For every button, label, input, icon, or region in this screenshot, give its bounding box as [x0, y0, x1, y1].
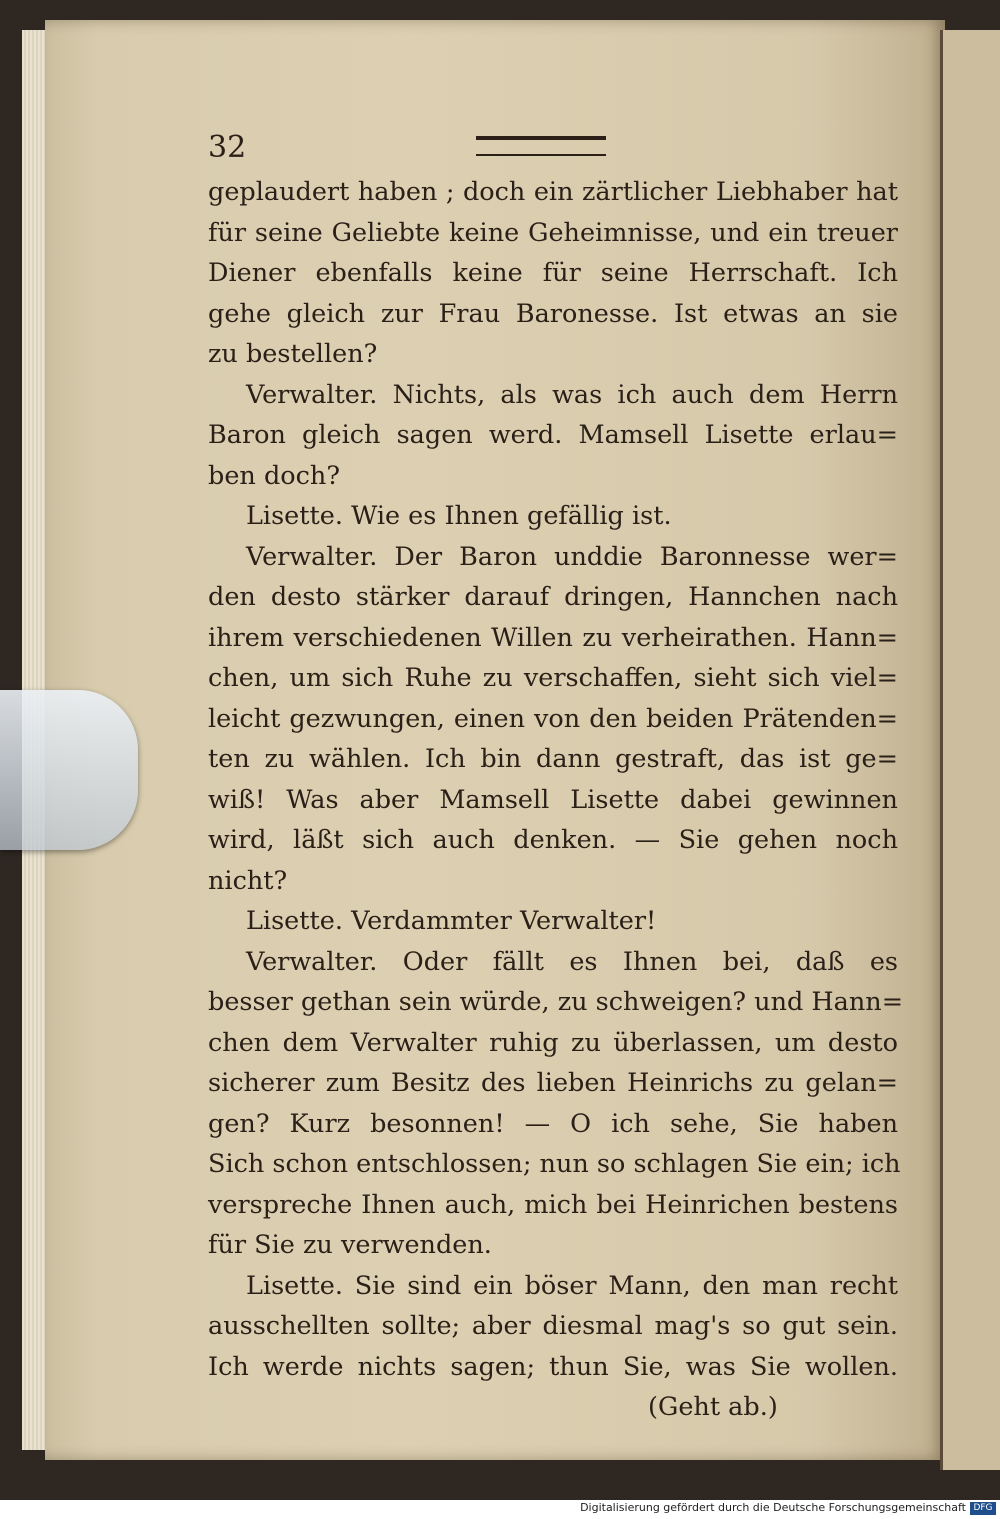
- body-text: [208, 172, 904, 1428]
- text-line: sicherer zum Besitz des lieben Heinrichs zu gelan=: [208, 1068, 898, 1098]
- text-line: Sich schon entschlossen; nun so schlagen Sie ein; ich: [208, 1149, 901, 1179]
- text-line: wird, läßt sich auch denken. — Sie gehen noch: [208, 825, 898, 855]
- text-line: ben doch?: [208, 460, 340, 491]
- text-line: Lisette. Wie es Ihnen gefällig ist.: [246, 501, 672, 531]
- footer-bar: [0, 1500, 1000, 1519]
- text-line: gehe gleich zur Frau Baronesse. Ist etwas an sie: [208, 298, 898, 329]
- text-line: Lisette. Verdammter Verwalter!: [246, 906, 657, 936]
- stage-direction: (Geht ab.): [648, 1392, 778, 1422]
- text-line: ihrem verschiedenen Willen zu verheirathen. Hann=: [208, 622, 898, 653]
- page-header: [208, 130, 898, 172]
- funding-credit: Digitalisierung gefördert durch die Deutsche Forschungsgemeinschaft: [580, 1501, 966, 1514]
- text-line: Verwalter. Nichts, als was ich auch dem Herrn: [246, 379, 898, 410]
- header-ornament: [476, 136, 606, 156]
- text-line: wiß! Was aber Mamsell Lisette dabei gewinnen: [208, 784, 898, 815]
- scanner-clip: [0, 690, 138, 850]
- text-line: Ich werde nichts sagen; thun Sie, was Sie wollen.: [208, 1351, 898, 1382]
- page-text: [208, 130, 904, 1428]
- text-line: nicht?: [208, 865, 288, 896]
- text-line: zu bestellen?: [208, 339, 378, 369]
- text-line: für Sie zu verwenden.: [208, 1230, 492, 1260]
- text-line: Lisette. Sie sind ein böser Mann, den man recht: [246, 1270, 898, 1301]
- text-line: leicht gezwungen, einen von den beiden Prätenden=: [208, 703, 898, 734]
- text-line: für seine Geliebte keine Geheimnisse, und ein treuer: [208, 217, 898, 248]
- dfg-logo: DFG: [970, 1502, 996, 1515]
- text-line: gen? Kurz besonnen! — O ich sehe, Sie haben: [208, 1108, 898, 1139]
- text-line: geplaudert haben ; doch ein zärtlicher Liebhaber hat: [208, 177, 898, 207]
- text-line: besser gethan sein würde, zu schweigen? und Hann=: [208, 987, 904, 1017]
- text-line: Diener ebenfalls keine für seine Herrschaft. Ich: [208, 258, 898, 288]
- text-line: Verwalter. Oder fällt es Ihnen bei, daß es: [246, 946, 898, 977]
- text-line: den desto stärker darauf dringen, Hannchen nach: [208, 582, 898, 612]
- text-line: chen, um sich Ruhe zu verschaffen, sieht sich viel=: [208, 663, 898, 693]
- text-line: chen dem Verwalter ruhig zu überlassen, um desto: [208, 1027, 898, 1058]
- text-line: Baron gleich sagen werd. Mamsell Lisette erlau=: [208, 420, 898, 450]
- text-line: Verwalter. Der Baron unddie Baronnesse wer=: [246, 541, 898, 572]
- page-number: 32: [208, 130, 247, 165]
- adjacent-page: [940, 30, 1000, 1470]
- text-line: ausschellten sollte; aber diesmal mag's so gut sein.: [208, 1311, 898, 1341]
- text-line: ten zu wählen. Ich bin dann gestraft, das ist ge=: [208, 744, 898, 774]
- text-line: verspreche Ihnen auch, mich bei Heinrichen bestens: [208, 1189, 898, 1220]
